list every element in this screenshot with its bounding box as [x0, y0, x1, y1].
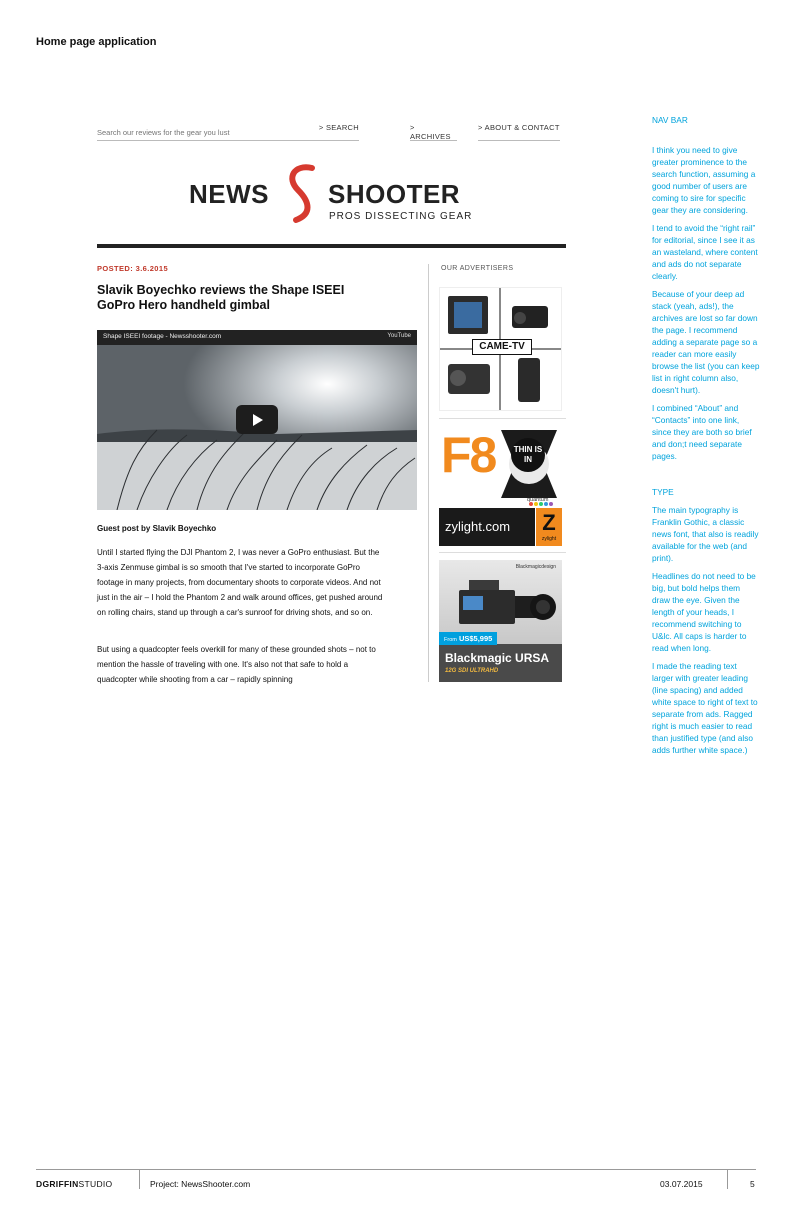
- article-paragraph: Until I started flying the DJI Phantom 2, I was never a GoPro enthusiast. But the 3-axis Zenmuse gimbal is so smooth that I've started to incorporate GoPro footage in many projects, from documentary shoots to corporate videos. And not just in the air – I hold the Phantom 2 and walk around offices, get pushed around on rolling chairs, stand up through a car's sunroof for driving shots, and so on.: [97, 548, 383, 617]
- search-input[interactable]: [97, 127, 337, 137]
- page-title: Home page application: [36, 36, 157, 48]
- nav-archives-link[interactable]: > ARCHIVES: [410, 122, 457, 141]
- video-player[interactable]: [97, 330, 417, 510]
- studio-name-rest: STUDIO: [78, 1179, 113, 1189]
- note-paragraph: The main typography is Franklin Gothic, a classic news font, that also is readily available for the web (and print).: [652, 505, 759, 563]
- nav-about-contact-link[interactable]: > ABOUT & CONTACT: [478, 122, 560, 141]
- ad-came-tv[interactable]: [439, 287, 562, 411]
- search-link[interactable]: > SEARCH: [318, 123, 359, 132]
- page-number: 5: [750, 1179, 755, 1189]
- ad-separator: [439, 418, 566, 419]
- price-badge: [439, 632, 497, 645]
- homepage-mockup: [97, 112, 566, 692]
- ursa-specs: 12G SDI ULTRAHD: [445, 668, 499, 674]
- project-name: Project: NewsShooter.com: [150, 1179, 251, 1189]
- header-divider: [97, 244, 566, 248]
- notes-nav-heading: NAV BAR: [652, 115, 688, 125]
- zylight-z-logo: Z: [536, 508, 562, 546]
- play-icon[interactable]: [236, 405, 278, 434]
- logo-s-icon: [282, 162, 322, 226]
- ursa-product-name: Blackmagic URSA: [445, 651, 550, 665]
- advertisers-heading: OUR ADVERTISERS: [441, 265, 514, 272]
- blackmagic-brand: Blackmagicdesign: [515, 564, 556, 570]
- studio-name-bold: DGRIFFIN: [36, 1179, 79, 1189]
- note-paragraph: Headlines do not need to be big, but bold helps them draw the eye. Given the length of your heads, I recommend switching to U&lc. All caps is harder to read when long.: [652, 571, 756, 653]
- price-value: US$5,995: [458, 634, 493, 643]
- article-byline: Guest post by Slavik Boyechko: [97, 524, 217, 533]
- note-paragraph: I think you need to give greater prominence to the search function, assuming a good number of users are coming to sire for specific gear they are considering.: [652, 145, 756, 215]
- footer-date: 03.07.2015: [660, 1179, 703, 1189]
- studio-name: [36, 1179, 112, 1189]
- video-title: Shape ISEEI footage - Newsshooter.com: [103, 333, 222, 340]
- came-tv-logo: CAME-TV: [472, 339, 532, 355]
- ad-f8-zylight[interactable]: [439, 424, 562, 546]
- youtube-label: YouTube: [387, 333, 411, 339]
- footer-divider: [139, 1170, 140, 1189]
- ad-separator: [439, 552, 566, 553]
- search-bar: [97, 122, 359, 141]
- note-paragraph: Because of your deep ad stack (yeah, ads!), the archives are lost so far down the page. I recommend adding a separate page so a reader can more easily browse the list (you can keep list in right column also, doesn't hurt).: [652, 289, 760, 395]
- logo-tagline: PROS DISSECTING GEAR: [329, 211, 473, 222]
- zylight-wordmark: zylight: [541, 536, 557, 542]
- note-paragraph: I combined “About” and “Contacts” into one link, since they are both so brief and don;t need separate pages.: [652, 403, 752, 461]
- price-from: From: [444, 637, 457, 643]
- ad-blackmagic-ursa[interactable]: [439, 560, 562, 682]
- post-date: POSTED: 3.6.2015: [97, 264, 169, 273]
- f8-logo: F8: [441, 427, 496, 483]
- note-paragraph: I made the reading text larger with greater leading (line spacing) and added white space to right of text to separate from ads. Ragged right is much easier to read than justified type (and also adds further white space.): [652, 661, 758, 755]
- video-title-bar: [97, 330, 417, 345]
- article-paragraph: But using a quadcopter feels overkill for many of these grounded shots – not to mention the hassle of traveling with one. It's also not that safe to hold a quadcopter while shooting from a car – rapidly spinning: [97, 645, 376, 684]
- notes-type-heading: TYPE: [652, 487, 674, 497]
- quantum-label: quantum: [527, 497, 549, 503]
- logo-shooter-text: SHOOTER: [328, 179, 461, 209]
- design-notes: [652, 114, 760, 762]
- site-logo[interactable]: [189, 160, 479, 230]
- logo-news-text: NEWS: [189, 179, 269, 209]
- article-headline[interactable]: Slavik Boyechko reviews the Shape ISEEI GoPro Hero handheld gimbal: [97, 283, 345, 312]
- zylight-url: zylight.com: [439, 508, 535, 546]
- column-divider: [428, 264, 429, 682]
- note-paragraph: I tend to avoid the “right rail” for editorial, since I see it as an wasteland, where content and ads do not separate clearly.: [652, 223, 758, 281]
- footer-rule: [36, 1169, 756, 1170]
- footer-divider: [727, 1170, 728, 1189]
- thin-is-in-badge: THIN IS IN: [511, 438, 545, 472]
